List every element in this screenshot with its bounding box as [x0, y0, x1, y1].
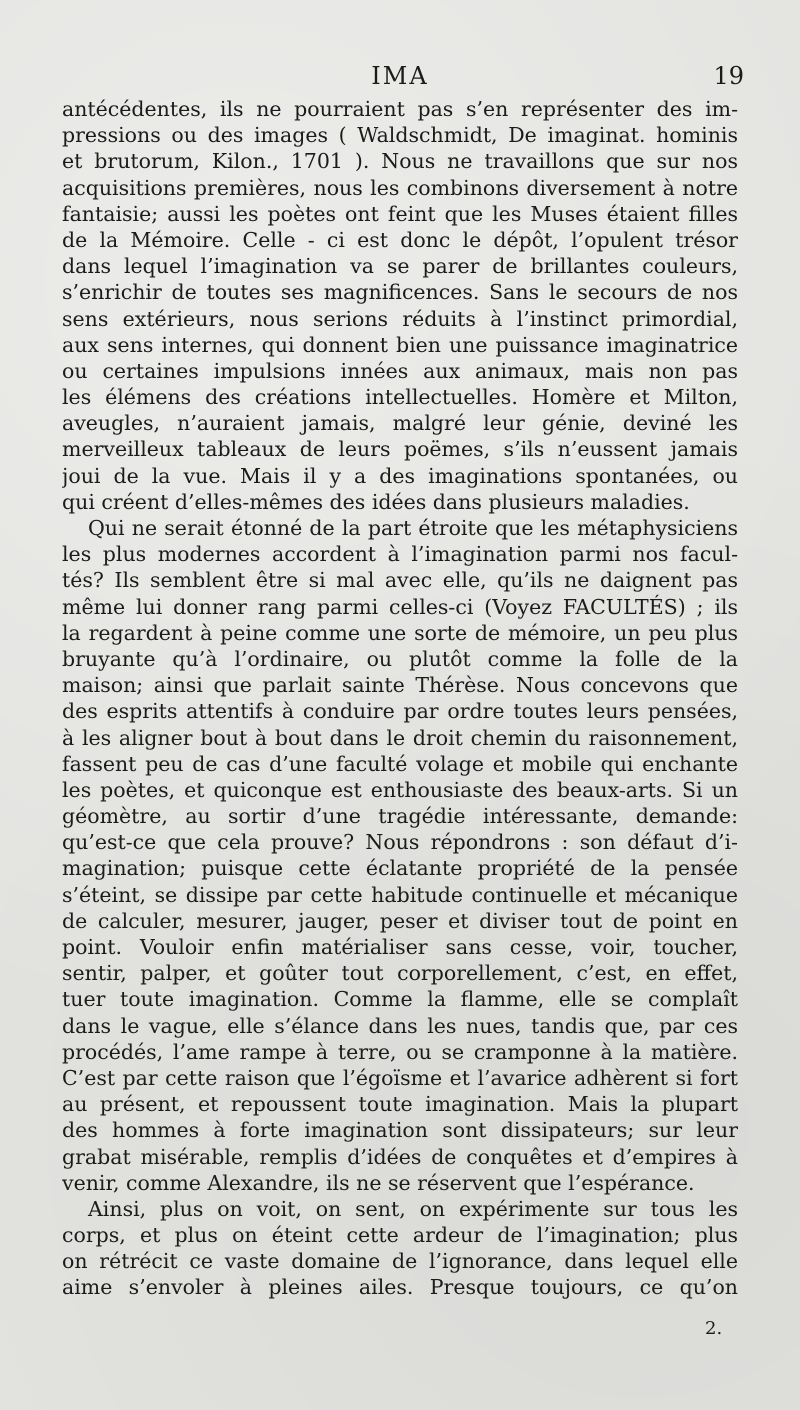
text-line: Qui ne serait étonné de la part étroite que les métaphysiciens: [88, 516, 738, 540]
text-line: C’est par cette raison que l’égoïsme et l’avarice adhèrent si fort: [62, 1065, 738, 1090]
body-text: [62, 96, 738, 1301]
page-number: 19: [713, 62, 744, 90]
text-line: les élémens des créations intellectuelles. Homère et Milton,: [62, 385, 738, 410]
text-line: même lui donner rang parmi celles-ci (Voyez FACULTÉS) ; ils: [62, 594, 738, 619]
text-line: qui créent d’elles-mêmes des idées dans plusieurs maladies.: [62, 489, 690, 514]
text-line: fassent peu de cas d’une faculté volage et mobile qui enchante: [62, 751, 738, 776]
text-line: on rétrécit ce vaste domaine de l’ignorance, dans lequel elle: [62, 1249, 738, 1274]
text-line: les poètes, et quiconque est enthousiaste des beaux-arts. Si un: [62, 777, 738, 802]
text-line: à les aligner bout à bout dans le droit chemin du raisonnement,: [62, 725, 738, 750]
text-line: joui de la vue. Mais il y a des imaginations spontanées, ou: [62, 463, 738, 488]
text-line: pressions ou des images ( Waldschmidt, De imaginat. hominis: [62, 123, 738, 148]
text-line: grabat misérable, remplis d’idées de conquêtes et d’empires à: [62, 1144, 738, 1169]
text-line: géomètre, au sortir d’une tragédie intéressante, demande:: [62, 804, 738, 829]
text-line: bruyante qu’à l’ordinaire, ou plutôt comme la folle de la: [62, 646, 738, 671]
text-line: de calculer, mesurer, jauger, peser et diviser tout de point en: [62, 908, 738, 933]
text-line: de la Mémoire. Celle - ci est donc le dépôt, l’opulent trésor: [62, 227, 738, 252]
signature-mark: 2.: [705, 1318, 723, 1339]
text-line: sentir, palper, et goûter tout corporellement, c’est, en effet,: [62, 961, 738, 986]
text-line: ou certaines impulsions innées aux animaux, mais non pas: [62, 358, 738, 383]
text-line: des esprits attentifs à conduire par ordre toutes leurs pensées,: [62, 699, 738, 724]
text-line: et brutorum, Kilon., 1701 ). Nous ne travaillons que sur nos: [62, 149, 738, 174]
text-line: au présent, et repoussent toute imagination. Mais la plupart: [62, 1092, 738, 1117]
text-line: aux sens internes, qui donnent bien une puissance imaginatrice: [62, 332, 738, 357]
text-line: venir, comme Alexandre, ils ne se réservent que l’espérance.: [62, 1170, 695, 1195]
text-line: magination; puisque cette éclatante propriété de la pensée: [62, 856, 738, 881]
text-line: corps, et plus on éteint cette ardeur de l’imagination; plus: [62, 1223, 738, 1248]
text-line: sens extérieurs, nous serions réduits à l’instinct primordial,: [62, 306, 738, 331]
text-line: des hommes à forte imagination sont dissipateurs; sur leur: [62, 1118, 738, 1143]
text-line: aveugles, n’auraient jamais, malgré leur génie, deviné les: [62, 411, 738, 436]
text-line: antécédentes, ils ne pourraient pas s’en représenter des im-: [62, 97, 738, 121]
text-line: point. Vouloir enfin matérialiser sans cesse, voir, toucher,: [62, 935, 738, 959]
text-line: merveilleux tableaux de leurs poëmes, s’ils n’eussent jamais: [62, 437, 738, 462]
page-header: [62, 62, 744, 96]
text-line: tés? Ils semblent être si mal avec elle, qu’ils ne daignent pas: [62, 568, 738, 593]
running-title: IMA: [371, 62, 429, 90]
text-line: Ainsi, plus on voit, on sent, on expérimente sur tous les: [88, 1196, 738, 1221]
text-line: s’éteint, se dissipe par cette habitude continuelle et mécanique: [62, 882, 738, 907]
text-line: qu’est-ce que cela prouve? Nous répondrons : son défaut d’i-: [62, 830, 738, 855]
text-line: dans lequel l’imagination va se parer de brillantes couleurs,: [62, 254, 738, 279]
text-line: acquisitions premières, nous les combinons diversement à notre: [62, 175, 738, 200]
text-line: procédés, l’ame rampe à terre, ou se cramponne à la matière.: [62, 1039, 738, 1064]
text-line: s’enrichir de toutes ses magnificences. Sans le secours de nos: [62, 280, 738, 305]
text-line: maison; ainsi que parlait sainte Thérèse. Nous concevons que: [62, 673, 738, 698]
text-line: dans le vague, elle s’élance dans les nues, tandis que, par ces: [62, 1013, 738, 1038]
text-line: aime s’envoler à pleines ailes. Presque toujours, ce qu’on: [62, 1275, 738, 1300]
text-line: les plus modernes accordent à l’imagination parmi nos facul-: [62, 542, 738, 567]
text-line: fantaisie; aussi les poètes ont feint que les Muses étaient filles: [62, 201, 738, 226]
text-line: la regardent à peine comme une sorte de mémoire, un peu plus: [62, 620, 738, 645]
text-line: tuer toute imagination. Comme la flamme, elle se complaît: [62, 987, 738, 1012]
